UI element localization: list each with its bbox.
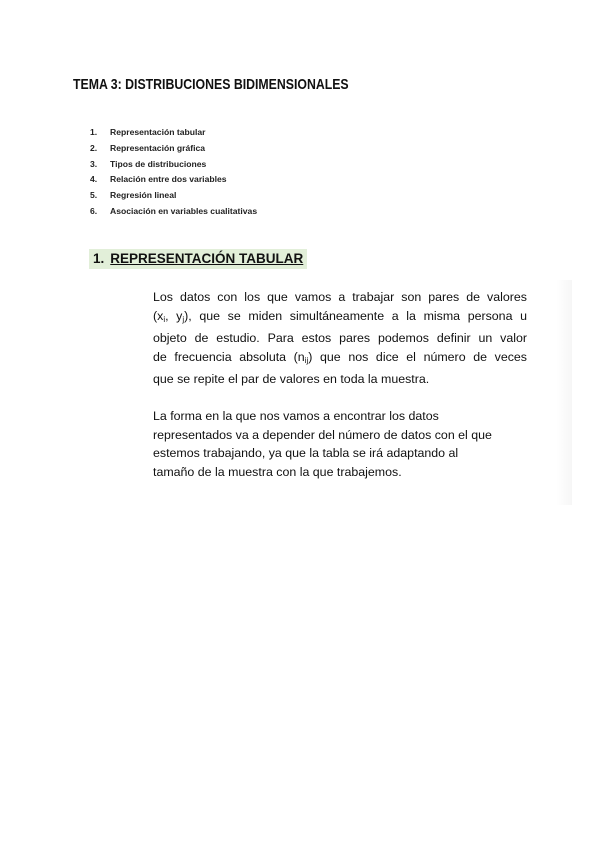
toc-item-number: 6. (90, 205, 98, 216)
subscript: ij (304, 355, 309, 365)
text-fragment: de frecuencia absoluta (n (153, 349, 305, 364)
paragraph-line: objeto de estudio. Para estos pares podemos definir un valor (153, 331, 527, 346)
paragraph-data-representation (153, 407, 527, 481)
paragraph-line: representados va a depender del número de datos con el que (153, 427, 492, 442)
paragraph-line (153, 307, 527, 330)
toc-item (90, 188, 257, 204)
text-fragment: , y (165, 308, 183, 323)
text-fragment: ) que nos dice el número de veces (308, 349, 527, 364)
toc-item-label: Relación entre dos variables (110, 174, 227, 185)
toc-item (90, 125, 257, 141)
toc-item (90, 172, 257, 188)
subscript: i (163, 314, 166, 324)
table-of-contents (90, 125, 257, 220)
page-title: TEMA 3: DISTRIBUCIONES BIDIMENSIONALES (73, 76, 349, 93)
toc-item-label: Tipos de distribuciones (110, 158, 207, 169)
section-number: 1. (93, 251, 105, 266)
paragraph-paired-data (153, 288, 527, 389)
paragraph-line: La forma en la que nos vamos a encontrar los datos (153, 409, 439, 423)
text-fragment: ), que se miden simultáneamente a la misma persona u (184, 308, 527, 323)
toc-item-label: Representación gráfica (110, 142, 206, 153)
toc-item-number: 4. (90, 174, 98, 185)
toc-item-number: 1. (90, 127, 98, 137)
toc-item-number: 5. (90, 190, 98, 201)
toc-item (90, 141, 257, 157)
paragraph-line: estemos trabajando, ya que la tabla se irá adaptando al (153, 446, 459, 461)
toc-item-number: 3. (90, 158, 98, 169)
toc-item-label: Representación tabular (110, 127, 206, 137)
toc-item-number: 2. (90, 142, 98, 153)
toc-item-label: Asociación en variables cualitativas (110, 205, 258, 216)
scan-edge-shadow (556, 280, 572, 505)
toc-item (90, 157, 257, 173)
subscript: j (182, 314, 185, 324)
paragraph-line: que se repite el par de valores en toda la muestra. (153, 372, 430, 387)
paragraph-line: tamaño de la muestra con la que trabajemos. (153, 464, 402, 479)
toc-item-label: Regresión lineal (110, 190, 177, 201)
text-fragment: (x (153, 308, 164, 323)
paragraph-line: Los datos con los que vamos a trabajar son pares de valores (153, 290, 527, 304)
paragraph-line (153, 348, 527, 371)
section-title: REPRESENTACIÓN TABULAR (110, 251, 304, 266)
section-heading (89, 249, 307, 269)
toc-item (90, 204, 257, 220)
